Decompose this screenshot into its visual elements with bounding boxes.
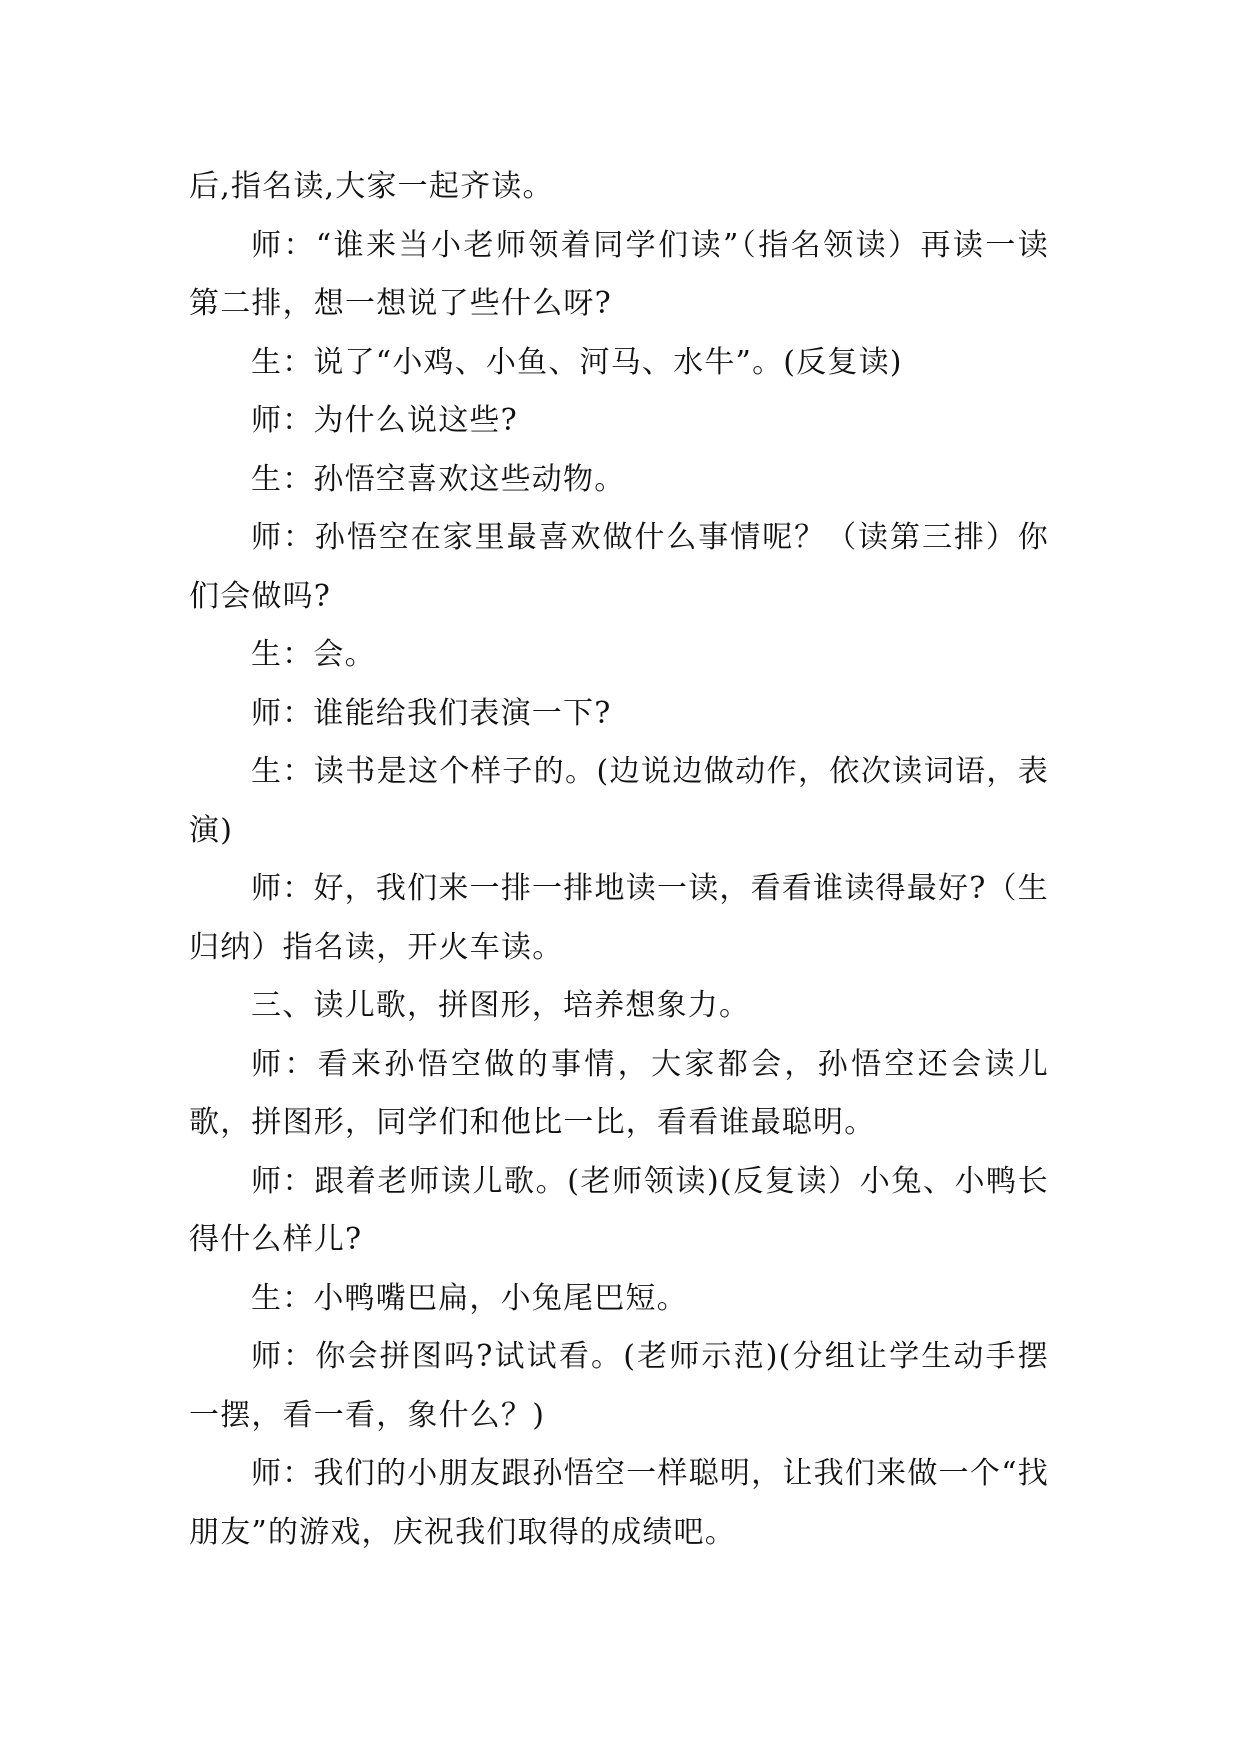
paragraph-teacher-prompt-7: 师：跟着老师读儿歌。(老师领读)(反复读）小兔、小鸭长得什么样儿? <box>189 1163 1049 1257</box>
paragraph-teacher-prompt-6: 师：看来孙悟空做的事情，大家都会，孙悟空还会读儿歌，拼图形，同学们和他比一比，看看谁最聪明。 <box>189 1046 1049 1140</box>
paragraph-student-reply-2: 生：孙悟空喜欢这些动物。 <box>251 461 626 497</box>
paragraph-teacher-prompt-2: 师：为什么说这些? <box>251 403 518 438</box>
paragraph-student-reply-1: 生：说了“小鸡、小鱼、河马、水牛”。(反复读) <box>251 344 903 380</box>
paragraph-continuation: 后,指名读,大家一起齐读。 <box>189 169 554 204</box>
section-heading-3: 三、读儿歌，拼图形，培养想象力。 <box>251 988 751 1023</box>
paragraph-teacher-prompt-8: 师：你会拼图吗?试试看。(老师示范)(分组让学生动手摆一摆，看一看，象什么？) <box>189 1339 1049 1433</box>
paragraph-teacher-prompt-1: 师：“谁来当小老师领着同学们读”（指名领读）再读一读第二排，想一想说了些什么呀? <box>189 227 1049 321</box>
paragraph-teacher-prompt-3: 师：孙悟空在家里最喜欢做什么事情呢？（读第三排）你们会做吗? <box>189 520 1049 614</box>
paragraph-teacher-prompt-4: 师：谁能给我们表演一下? <box>251 695 612 731</box>
paragraph-student-reply-3: 生：会。 <box>251 637 376 672</box>
paragraph-teacher-prompt-5: 师：好，我们来一排一排地读一读，看看谁读得最好?（生归纳）指名读，开火车读。 <box>189 871 1049 965</box>
document-body <box>189 158 1049 1562</box>
paragraph-student-reply-5: 生：小鸭嘴巴扁，小兔尾巴短。 <box>251 1280 688 1316</box>
paragraph-teacher-prompt-9: 师：我们的小朋友跟孙悟空一样聪明，让我们来做一个“找朋友”的游戏，庆祝我们取得的成绩吧。 <box>189 1456 1049 1550</box>
paragraph-student-reply-4: 生：读书是这个样子的。(边说边做动作，依次读词语，表演) <box>189 754 1049 848</box>
